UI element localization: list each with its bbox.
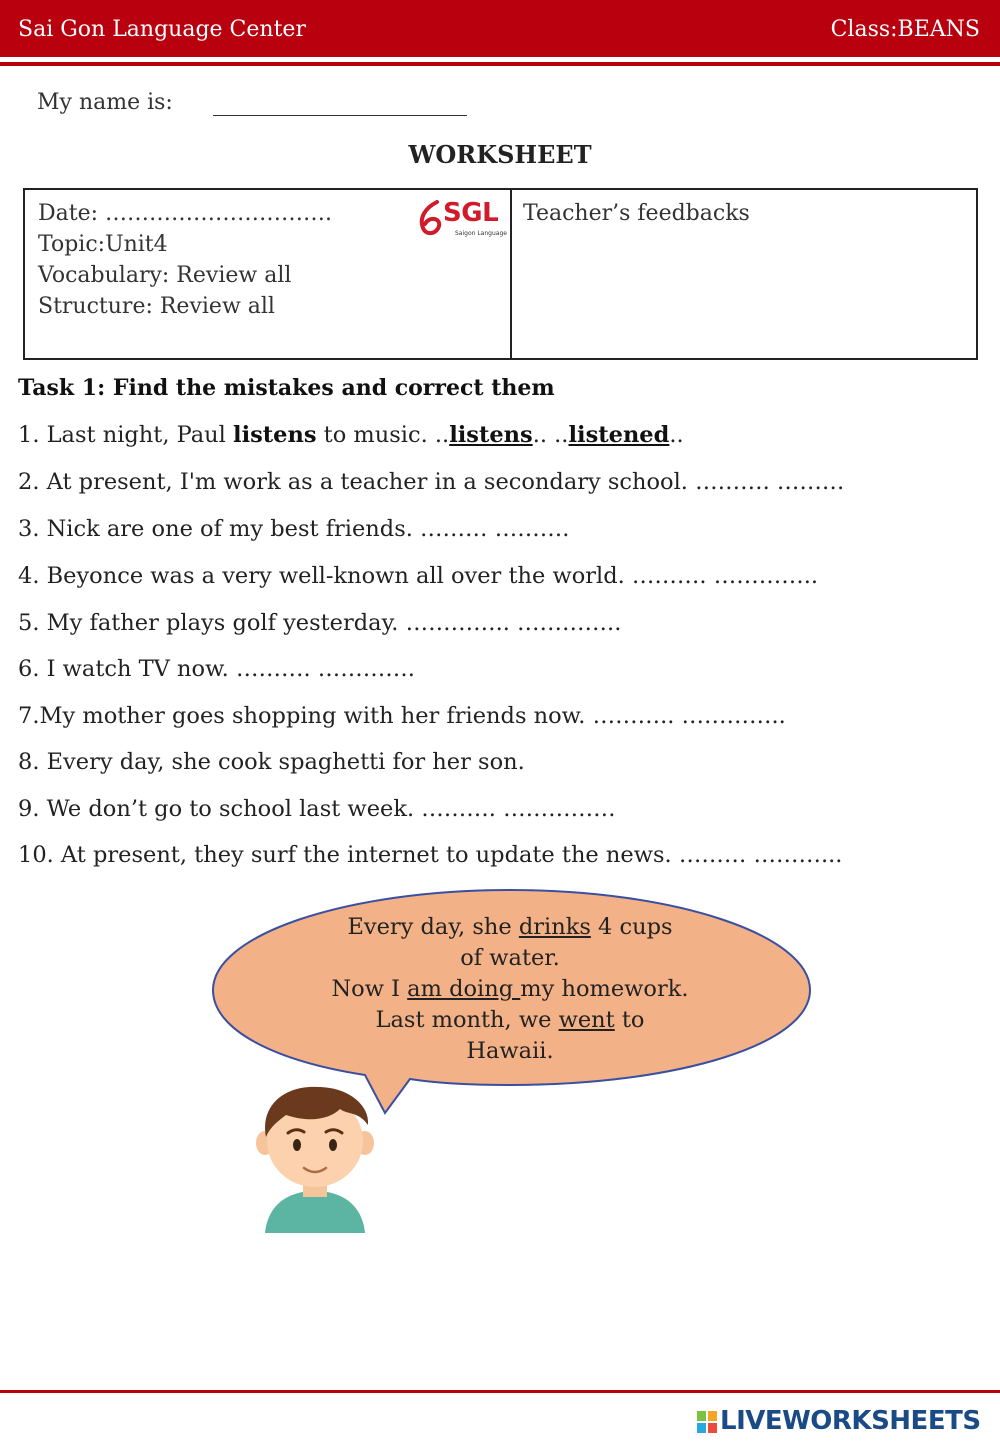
task-item[interactable]: 9. We don’t go to school last week. ………. ……………: [18, 796, 616, 822]
date-field: Date: ………………………….: [38, 201, 333, 226]
task-item[interactable]: 8. Every day, she cook spaghetti for her son.: [18, 749, 525, 775]
highlighted-mistake: listens: [233, 422, 317, 448]
task-item[interactable]: 2. At present, I'm work as a teacher in a secondary school. ………. ………: [18, 469, 845, 495]
teacher-feedback-label: Teacher’s feedbacks: [523, 201, 750, 226]
example-verb: went: [558, 1007, 615, 1033]
topic-field: Topic:Unit4: [38, 232, 168, 257]
task-item[interactable]: 10. At present, they surf the internet to update the news. ……… ………...: [18, 842, 843, 868]
sgl-swirl-icon: [415, 196, 445, 242]
task-item[interactable]: 5. My father plays golf yesterday. ………….. …………..: [18, 610, 622, 636]
logo-subtitle: Saigon Language: [455, 230, 507, 237]
footer-divider: [0, 1390, 1000, 1393]
liveworksheets-icon: [697, 1411, 717, 1433]
correction-answer[interactable]: listened: [568, 422, 670, 448]
task-item[interactable]: 7.My mother goes shopping with her friends now. ……….. …………..: [18, 703, 786, 729]
speech-bubble-text: Every day, she drinks 4 cups of water. Now I am doing my homework. Last month, we went to Hawaii.: [331, 914, 689, 1064]
task-item[interactable]: 3. Nick are one of my best friends. ……… ……….: [18, 516, 570, 542]
liveworksheets-logo[interactable]: [697, 1405, 997, 1441]
mistake-answer[interactable]: listens: [449, 422, 533, 448]
task-title: Task 1: Find the mistakes and correct them: [18, 375, 555, 401]
class-label: Class:BEANS: [830, 17, 980, 42]
header-bar: [0, 0, 1000, 57]
center-name: Sai Gon Language Center: [18, 17, 306, 42]
vocabulary-field: Vocabulary: Review all: [38, 263, 292, 288]
structure-field: Structure: Review all: [38, 294, 275, 319]
task-item[interactable]: 4. Beyonce was a very well-known all over the world. ………. …………..: [18, 563, 819, 589]
page-title: WORKSHEET: [408, 140, 592, 169]
footer-brand: LIVEWORKSHEETS: [720, 1406, 981, 1436]
table-divider: [510, 190, 512, 358]
example-verb: am doing: [407, 976, 521, 1002]
example-verb: drinks: [518, 914, 591, 940]
boy-illustration-icon: [230, 1075, 400, 1235]
info-table: [23, 188, 978, 360]
name-prompt: My name is:: [37, 90, 173, 115]
header-divider: [0, 62, 1000, 66]
name-input-line[interactable]: [213, 115, 467, 116]
task-item[interactable]: 6. I watch TV now. ………. ………….: [18, 656, 415, 682]
logo-text: SGL: [443, 198, 499, 228]
task-item: 1. Last night, Paul listens to music. ..listens.. ..listened..: [18, 422, 684, 448]
lesson-info: [38, 198, 332, 322]
sgl-logo: [415, 196, 510, 242]
